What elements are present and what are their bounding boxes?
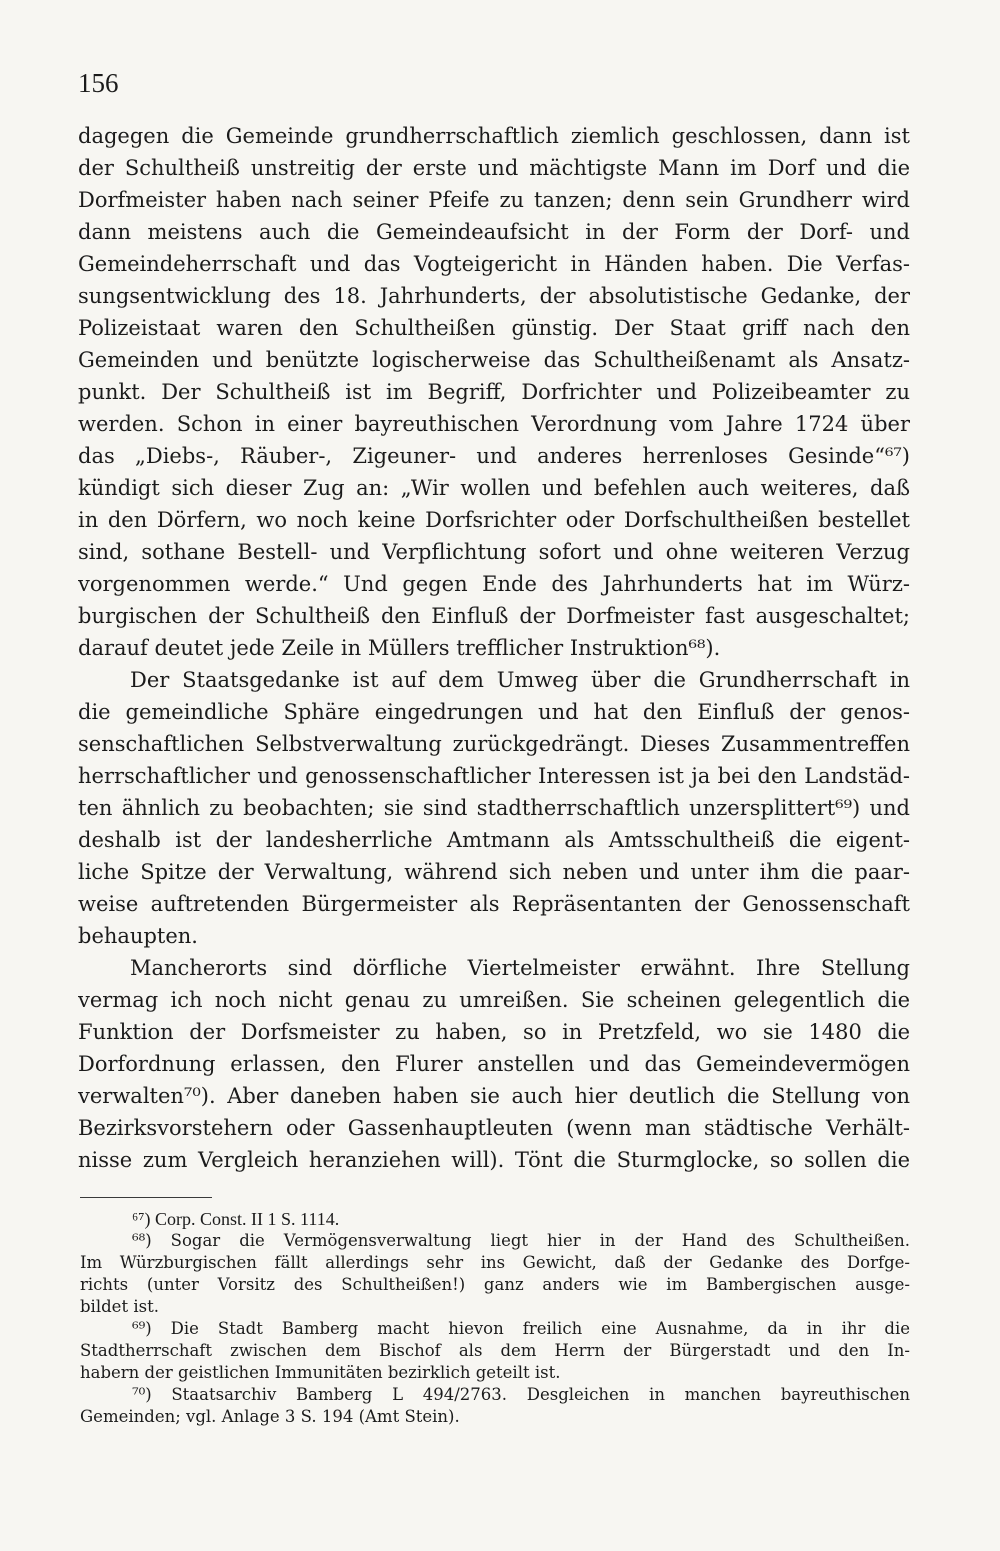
- body-line: Der Staatsgedanke ist auf dem Umweg über die Grundherrschaft in: [130, 668, 910, 692]
- body-line: Gemeinden und benützte logischerweise das Schultheißenamt als Ansatz-: [78, 348, 910, 372]
- body-line: sind, sothane Bestell- und Verpflichtung sofort und ohne weiteren Verzug: [78, 540, 910, 564]
- body-line: dagegen die Gemeinde grundherrschaftlich ziemlich geschlossen, dann ist: [78, 124, 910, 148]
- footnote-line: habern der geistlichen Immunitäten bezirklich geteilt ist.: [80, 1363, 561, 1382]
- body-line: senschaftlichen Selbstverwaltung zurückgedrängt. Dieses Zusammentreffen: [78, 732, 910, 756]
- body-line: darauf deutet jede Zeile in Müllers trefflicher Instruktion⁶⁸).: [78, 636, 721, 660]
- body-line: sungsentwicklung des 18. Jahrhunderts, der absolutistische Gedanke, der: [78, 284, 910, 308]
- body-line: weise auftretenden Bürgermeister als Repräsentanten der Genossenschaft: [78, 892, 910, 916]
- body-line: in den Dörfern, wo noch keine Dorfsrichter oder Dorfschultheißen bestellet: [78, 508, 910, 532]
- body-line: Polizeistaat waren den Schultheißen günstig. Der Staat griff nach den: [78, 316, 910, 340]
- body-line: Bezirksvorstehern oder Gassenhauptleuten (wenn man städtische Verhält-: [78, 1116, 910, 1140]
- body-line: ten ähnlich zu beobachten; sie sind stadtherrschaftlich unzersplittert⁶⁹) und: [78, 796, 910, 820]
- body-line: kündigt sich dieser Zug an: „Wir wollen und befehlen auch weiteres, daß: [78, 476, 910, 500]
- body-line: liche Spitze der Verwaltung, während sich neben und unter ihm die paar-: [78, 860, 910, 884]
- body-line: vorgenommen werde.“ Und gegen Ende des Jahrhunderts hat im Würz-: [78, 572, 910, 596]
- body-line: der Schultheiß unstreitig der erste und mächtigste Mann im Dorf und die: [78, 156, 910, 180]
- body-line: Dorfordnung erlassen, den Flurer anstellen und das Gemeindevermögen: [78, 1052, 910, 1076]
- footnote-line: Stadtherrschaft zwischen dem Bischof als dem Herrn der Bürgerstadt und den In-: [80, 1341, 910, 1360]
- footnote-line: ⁶⁸) Sogar die Vermögensverwaltung liegt hier in der Hand des Schultheißen.: [132, 1231, 910, 1250]
- footnote-line: bildet ist.: [80, 1297, 159, 1316]
- body-line: Dorfmeister haben nach seiner Pfeife zu tanzen; denn sein Grundherr wird: [78, 188, 910, 212]
- body-line: dann meistens auch die Gemeindeaufsicht in der Form der Dorf- und: [78, 220, 910, 244]
- body-line: deshalb ist der landesherrliche Amtmann als Amtsschultheiß die eigent-: [78, 828, 910, 852]
- body-line: verwalten⁷⁰). Aber daneben haben sie auch hier deutlich die Stellung von: [78, 1084, 910, 1108]
- body-line: herrschaftlicher und genossenschaftlicher Interessen ist ja bei den Landstäd-: [78, 764, 910, 788]
- footnote-line: Gemeinden; vgl. Anlage 3 S. 194 (Amt Stein).: [80, 1407, 460, 1426]
- body-line: Funktion der Dorfsmeister zu haben, so in Pretzfeld, wo sie 1480 die: [78, 1020, 910, 1044]
- body-line: burgischen der Schultheiß den Einfluß der Dorfmeister fast ausgeschaltet;: [78, 604, 910, 628]
- body-line: Gemeindeherrschaft und das Vogteigericht in Händen haben. Die Verfas-: [78, 252, 910, 276]
- footnote-line: ⁶⁹) Die Stadt Bamberg macht hievon freilich eine Ausnahme, da in ihr die: [132, 1319, 910, 1338]
- body-line: die gemeindliche Sphäre eingedrungen und hat den Einfluß der genos-: [78, 700, 910, 724]
- page-number: 156: [78, 68, 119, 98]
- body-line: das „Diebs-, Räuber-, Zigeuner- und anderes herrenloses Gesinde“⁶⁷): [78, 444, 910, 468]
- body-line: werden. Schon in einer bayreuthischen Verordnung vom Jahre 1724 über: [78, 412, 910, 436]
- body-line: nisse zum Vergleich heranziehen will). Tönt die Sturmglocke, so sollen die: [78, 1148, 910, 1172]
- body-line: punkt. Der Schultheiß ist im Begriff, Dorfrichter und Polizeibeamter zu: [78, 380, 910, 404]
- body-line: Mancherorts sind dörfliche Viertelmeister erwähnt. Ihre Stellung: [130, 956, 910, 980]
- footnote-divider: [80, 1197, 212, 1198]
- footnote-line: ⁷⁰) Staatsarchiv Bamberg L 494/2763. Desgleichen in manchen bayreuthischen: [132, 1385, 910, 1404]
- footnotes: [80, 1208, 910, 1428]
- body-line: vermag ich noch nicht genau zu umreißen. Sie scheinen gelegentlich die: [78, 988, 910, 1012]
- footnote-line: ⁶⁷) Corp. Const. II 1 S. 1114.: [132, 1209, 340, 1229]
- body-text: [78, 120, 910, 1176]
- body-line: behaupten.: [78, 924, 198, 948]
- footnote-line: richts (unter Vorsitz des Schultheißen!) ganz anders wie im Bambergischen ausge-: [80, 1275, 910, 1294]
- footnote-line: Im Würzburgischen fällt allerdings sehr ins Gewicht, daß der Gedanke des Dorfge-: [80, 1253, 910, 1272]
